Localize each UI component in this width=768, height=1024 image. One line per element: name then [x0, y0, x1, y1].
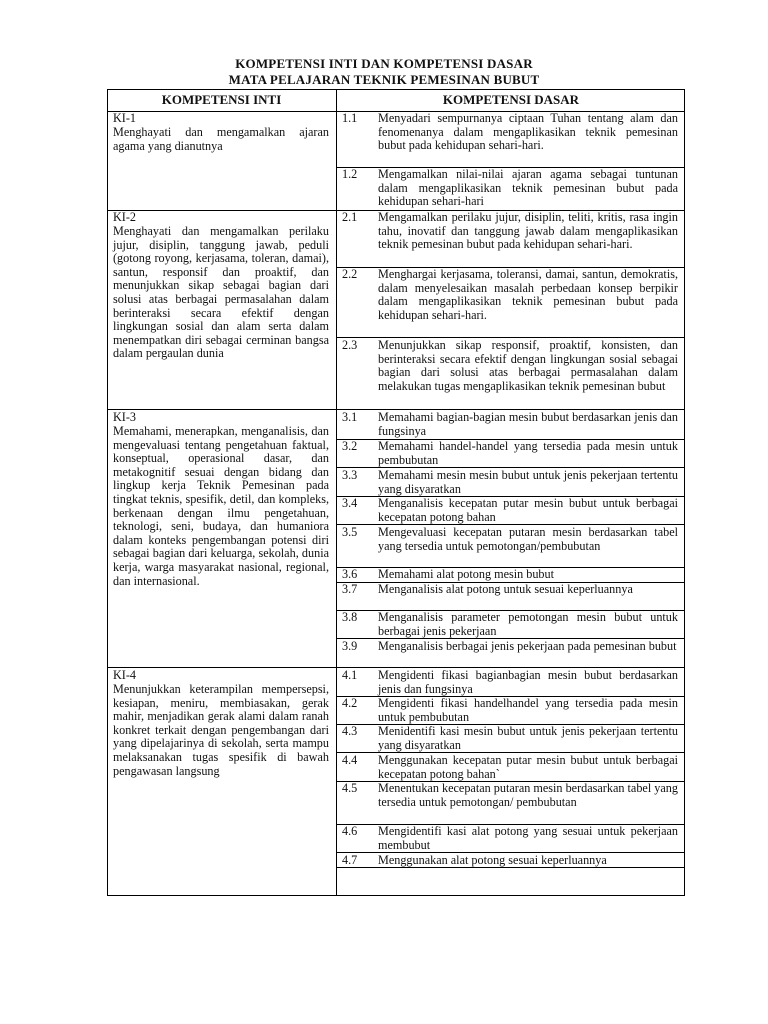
document-subtitle: MATA PELAJARAN TEKNIK PEMESINAN BUBUT — [228, 72, 540, 87]
kd-number: 3.4 — [342, 496, 358, 510]
kd-number: 4.4 — [342, 753, 358, 767]
kd-text: Menunjukkan sikap responsif, proaktif, konsisten, dan berinteraksi secara efektif dengan lingkungan sosial sebagai bagian dari solusi atas berbagai permasalahan dalam melakukan tugas mengaplikasikan teknik pemesinan bubut — [378, 338, 678, 393]
kd-text: Mengidenti fikasi handelhandel yang tersedia pada mesin untuk pembubutan — [378, 696, 678, 724]
kd-text: Menganalisis berbagai jenis pekerjaan pada pemesinan bubut — [378, 639, 677, 653]
kd-number: 2.3 — [342, 338, 358, 352]
kd-text: Menganalisis parameter pemotongan mesin bubut untuk berbagai jenis pekerjaan — [378, 610, 678, 638]
kd-number: 2.1 — [342, 210, 358, 224]
ki-description: Menghayati dan mengamalkan perilaku jujur, disiplin, tanggung jawab, peduli (gotong royong, kerjasama, toleran, damai), santun, responsif dan proaktif, dan menunjukkan sikap sebagai bagian dari solusi atas berbagai permasalahan dalam berinteraksi secara efektif dengan lingkungan sosial dan alam serta dalam menempatkan diri sebagai cerminan bangsa dalam pergaulan dunia — [113, 224, 329, 361]
header-kompetensi-inti: KOMPETENSI INTI — [161, 92, 282, 107]
kd-text: Memahami handel-handel yang tersedia pada mesin untuk pembubutan — [378, 439, 678, 467]
kd-text: Memahami mesin mesin bubut untuk jenis pekerjaan tertentu yang disyaratkan — [378, 468, 678, 496]
kd-number: 3.3 — [342, 468, 358, 482]
kd-number: 3.5 — [342, 525, 358, 539]
ki-code: KI-3 — [113, 410, 137, 424]
kd-text: Mengidentifi kasi alat potong yang sesuai untuk pekerjaan membubut — [378, 824, 678, 852]
kd-text: Menggunakan kecepatan putar mesin bubut untuk berbagai kecepatan potong bahan` — [378, 753, 678, 781]
document-title: KOMPETENSI INTI DAN KOMPETENSI DASAR — [235, 56, 533, 71]
kd-text: Mengevaluasi kecepatan putaran mesin berdasarkan tabel yang tersedia untuk pemotongan/pembubutan — [378, 525, 678, 553]
kd-text: Menghargai kerjasama, toleransi, damai, santun, demokratis, dalam menyelesaikan masalah perbedaan konsep berpikir dalam mengaplikasikan teknik pemesinan bubut pada kehidupan sehari-hari. — [378, 267, 678, 322]
kd-number: 4.6 — [342, 824, 358, 838]
header-kompetensi-dasar: KOMPETENSI DASAR — [442, 92, 580, 107]
kd-text: Menganalisis kecepatan putar mesin bubut untuk berbagai kecepatan potong bahan — [378, 496, 678, 524]
kd-number: 4.7 — [342, 853, 358, 867]
ki-description: Menunjukkan keterampilan mempersepsi, kesiapan, meniru, membiasakan, gerak mahir, menjadikan gerak alami dalam ranah konkret terkait dengan pengembangan dari yang dipelajarinya di sekolah, serta mampu melaksanakan tugas spesifik di bawah pengawasan langsung — [113, 682, 329, 778]
ki-description: Memahami, menerapkan, menganalisis, dan mengevaluasi tentang pengetahuan faktual, konseptual, operasional dasar, dan metakognitif sesuai dengan bidang dan lingkup kerja Teknik Pemesinan pada tingkat teknis, spesifik, detil, dan kompleks, berkenaan dengan ilmu pengetahuan, teknologi, seni, budaya, dan humaniora dalam konteks pengembangan potensi diri sebagai bagian dari keluarga, sekolah, dunia kerja, warga masyarakat nasional, regional, dan internasional. — [113, 424, 329, 588]
kd-text: Menggunakan alat potong sesuai keperluannya — [378, 853, 607, 867]
kd-text: Menentukan kecepatan putaran mesin berdasarkan tabel yang tersedia untuk pemotongan/ pembubutan — [378, 781, 678, 809]
kd-number: 3.8 — [342, 610, 358, 624]
kd-number: 2.2 — [342, 267, 358, 281]
kd-text: Mengidenti fikasi bagianbagian mesin bubut berdasarkan jenis dan fungsinya — [378, 668, 678, 696]
kd-number: 3.7 — [342, 582, 358, 596]
ki-description: Menghayati dan mengamalkan ajaran agama yang dianutnya — [113, 125, 329, 153]
kd-number: 4.1 — [342, 668, 358, 682]
kd-text: Memahami alat potong mesin bubut — [378, 567, 555, 581]
kd-number: 3.2 — [342, 439, 358, 453]
kd-number: 3.1 — [342, 410, 358, 424]
kd-text: Mengamalkan perilaku jujur, disiplin, teliti, kritis, rasa ingin tahu, inovatif dan tanggung jawab dalam mengaplikasikan teknik pemesinan bubut pada kehidupan sehari-hari. — [378, 210, 678, 252]
kd-text: Menganalisis alat potong untuk sesuai keperluannya — [378, 582, 633, 596]
ki-code: KI-4 — [113, 668, 137, 682]
ki-code: KI-2 — [113, 210, 137, 224]
kd-number: 4.2 — [342, 696, 358, 710]
kd-number: 4.5 — [342, 781, 358, 795]
kd-number: 4.3 — [342, 724, 358, 738]
ki-code: KI-1 — [113, 111, 137, 125]
kd-text: Menidentifi kasi mesin bubut untuk jenis pekerjaan tertentu yang disyaratkan — [378, 724, 678, 752]
kd-number: 3.6 — [342, 567, 358, 581]
kd-text: Memahami bagian-bagian mesin bubut berdasarkan jenis dan fungsinya — [378, 410, 678, 438]
kd-number: 3.9 — [342, 639, 358, 653]
kd-number: 1.1 — [342, 111, 358, 125]
kd-number: 1.2 — [342, 167, 358, 181]
kd-text: Mengamalkan nilai-nilai ajaran agama sebagai tuntunan dalam mengaplikasikan teknik pemesinan bubut pada kehidupan sehari-hari — [378, 167, 678, 209]
kd-text: Menyadari sempurnanya ciptaan Tuhan tentang alam dan fenomenanya dalam mengaplikasikan teknik pemesinan bubut pada kehidupan sehari-hari. — [378, 111, 678, 153]
